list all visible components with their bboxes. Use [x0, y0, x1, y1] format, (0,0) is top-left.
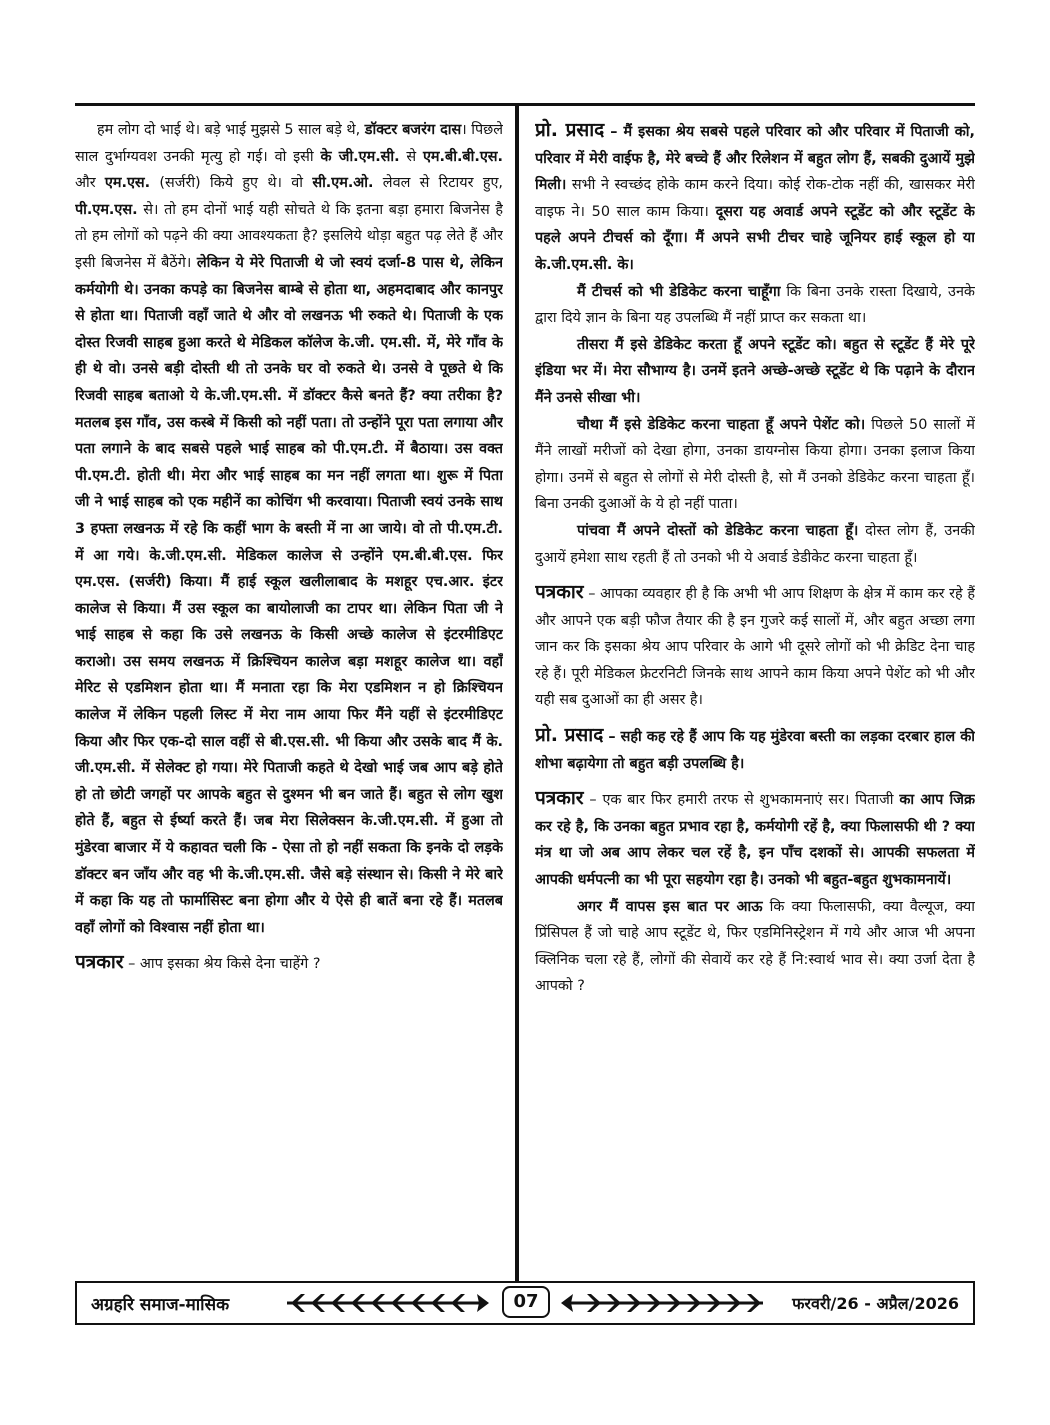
- column-divider: [515, 106, 519, 1281]
- answer-paragraph: तीसरा मैं इसे डेडिकेट करता हूँ अपने स्टूडेंट को। बहुत से स्टूडेंट हैं मेरे पूरे इंडिया भर में। मेरा सौभाग्य है। उनमें इतने अच्छे-अच्छे स्टूडेंट थे कि पढ़ाने के दौरान मैंने उनसे सीखा भी।: [535, 336, 975, 406]
- speaker-label: पत्रकार: [535, 787, 584, 810]
- answer-paragraph: प्रो. प्रसाद – मैं इसका श्रेय सबसे पहले परिवार को और परिवार में पिताजी को, परिवार में मेरी वाईफ है, मेरे बच्चे हैं और रिलेशन में बहुत लोग हैं, सबकी दुआयें मुझे मिली। सभी ने स्वच्छंद होके काम करने दिया। कोई रोक-टोक नहीं की, खासकर मेरी वाइफ ने। 50 साल काम किया। दूसरा यह अवार्ड अपने स्टूडेंट को और स्टूडेंट के पहले अपने टीचर्स को दूँगा। मैं अपने सभी टीचर चाहे जूनियर हाई स्कूल हो या के.जी.एम.सी. के।: [535, 119, 975, 273]
- speaker-label: पत्रकार: [535, 581, 584, 604]
- answer-paragraph: मैं टीचर्स को भी डेडिकेट करना चाहूँगा कि बिना उनके रास्ता दिखाये, उनके द्वारा दिये ज्ञान के बिना यह उपलब्धि मैं नहीं प्राप्त कर सकता था।: [535, 283, 975, 327]
- speaker-label: प्रो. प्रसाद: [535, 119, 605, 141]
- top-rule: [75, 103, 975, 106]
- magazine-page: [75, 103, 975, 1325]
- question-paragraph: पत्रकार – आप इसका श्रेय किसे देना चाहेंगे ?: [75, 951, 321, 974]
- answer-paragraph: प्रो. प्रसाद – सही कह रहे हैं आप कि यह मुंडेरवा बस्ती का लड़का दरबार हाल की शोभा बढ़ायेगा तो बहुत बड़ी उपलब्धि है।: [535, 724, 975, 772]
- question-paragraph: पत्रकार – एक बार फिर हमारी तरफ से शुभकामनाएं सर। पिताजी का आप जिक्र कर रहे है, कि उनका बहुत प्रभाव रहा है, कर्मयोगी रहें है, क्या फिलासफी थी ? क्या मंत्र था जो अब आप लेकर चल रहें है, इन पाँच दशकों से। आपकी सफलता में आपकी धर्मपत्नी का भी पूरा सहयोग रहा है। उनको भी बहुत-बहुत शुभकामनायें।: [535, 787, 975, 889]
- page-footer: [75, 1281, 975, 1325]
- left-paragraph: हम लोग दो भाई थे। बड़े भाई मुझसे 5 साल बड़े थे, डॉक्टर बजरंग दास। पिछले साल दुर्भाग्यवश उनकी मृत्यु हो गई। वो इसी के जी.एम.सी. से एम.बी.बी.एस. और एम.एस. (सर्जरी) किये हुए थे। वो सी.एम.ओ. लेवल से रिटायर हुए, पी.एम.एस. से। तो हम दोनों भाई यही सोचते थे कि इतना बड़ा हमारा बिजनेस है तो हम लोगों को पढ़ने की क्या आवश्यकता है? इसलिये थोड़ा बहुत पढ़ लेते हैं और इसी बिजनेस में बैठेंगे। लेकिन ये मेरे पिताजी थे जो स्वयं दर्जा-8 पास थे, लेकिन कर्मयोगी थे। उनका कपड़े का बिजनेस बाम्बे से होता था, अहमदाबाद और कानपुर से होता था। पिताजी वहाँ जाते थे और वो लखनऊ भी रुकते थे। पिताजी के एक दोस्त रिजवी साहब हुआ करते थे मेडिकल कॉलेज के.जी. एम.सी. में, मेरे गाँव के ही थे वो। उनसे बड़ी दोस्ती थी तो उनके घर वो रुकते थे। उनसे वे पूछते थे कि रिजवी साहब बताओ ये के.जी.एम.सी. में डॉक्टर कैसे बनते हैं? क्या तरीका है? मतलब इस गाँव, उस कस्बे में किसी को नहीं पता। तो उन्होंने पूरा पता लगाया और पता लगाने के बाद सबसे पहले भाई साहब को पी.एम.टी. में बैठाया। उस वक्त पी.एम.टी. होती थी। मेरा और भाई साहब का मन नहीं लगता था। शुरू में पिता जी ने भाई साहब को एक महीनें का कोचिंग भी करवाया। पिताजी स्वयं उनके साथ 3 हफ्ता लखनऊ में रहे कि कहीं भाग के बस्ती में ना आ जाये। वो तो पी.एम.टी. में आ गये। के.जी.एम.सी. मेडिकल कालेज से उन्होंने एम.बी.बी.एस. फिर एम.एस. (सर्जरी) किया। मैं हाई स्कूल खलीलाबाद के मशहूर एच.आर. इंटर कालेज से किया। मैं उस स्कूल का बायोलाजी का टापर था। लेकिन पिता जी ने भाई साहब से कहा कि उसे लखनऊ के किसी अच्छे कालेज से इंटरमीडिएट कराओ। उस समय लखनऊ में क्रिश्चियन कालेज बड़ा मशहूर कालेज था। वहाँ मेरिट से एडमिशन होता था। मैं मनाता रहा कि मेरा एडमिशन न हो क्रिश्चियन कालेज में लेकिन पहली लिस्ट में मेरा नाम आया फिर मैंने यहीं से इंटरमीडिएट किया और फिर एक-दो साल वहीं से बी.एस.सी. भी किया और उसके बाद मैं के. जी.एम.सी. में सेलेक्ट हो गया। मेरे पिताजी कहते थे देखो भाई जब आप बड़े होते हो तो छोटी जगहों पर आपके बहुत से दुश्मन भी बन जाते हैं। बहुत से लोग खुश होते हैं, बहुत से ईर्ष्या करते हैं। जब मेरा सिलेक्सन के.जी.एम.सी. में हुआ तो मुंडेरवा बाजार में ये कहावत चली कि - ऐसा तो हो नहीं सकता कि इनके दो लड़के डॉक्टर बन जाँय और वह भी के.जी.एम.सी. जैसे बड़े संस्थान से। किसी ने मेरे बारे में कहा कि यह तो फार्मासिस्ट बना होगा और ये ऐसे ही बातें बना रहे हैं। मतलब वहाँ लोगों को विश्वास नहीं होता था।: [75, 122, 503, 936]
- answer-paragraph: चौथा मैं इसे डेडिकेट करना चाहता हूँ अपने पेशेंट को। पिछले 50 सालों में मैंने लाखों मरीजों को देखा होगा, उनका डायग्नोस किया होगा। उनका इलाज किया होगा। उनमें से बहुत से लोगों से मेरी दोस्ती है, सो मैं उनको डेडिकेट करना चाहता हूँ। बिना उनकी दुआओं के ये हो नहीं पाता।: [535, 416, 975, 513]
- page-number: 07: [502, 1286, 550, 1318]
- arrow-ornament-icon: [283, 1291, 497, 1315]
- left-column: [75, 117, 503, 1297]
- speaker-label: प्रो. प्रसाद: [535, 724, 604, 747]
- speaker-label: पत्रकार: [75, 951, 124, 974]
- magazine-name: अग्रहरि समाज-मासिक: [91, 1295, 230, 1315]
- question-paragraph: अगर मैं वापस इस बात पर आऊ कि क्या फिलासफी, क्या वैल्यूज, क्या प्रिंसिपल हैं जो चाहे आप स्टूडेंट थे, फिर एडमिनिस्ट्रेशन में गये और आज भी अपना क्लिनिक चला रहे हैं, लोगों की सेवायें कर रहे हैं नि:स्वार्थ भाव से। क्या उर्जा देता है आपको ?: [535, 898, 975, 995]
- arrow-ornament-icon: [557, 1291, 769, 1315]
- issue-date: फरवरी/26 - अप्रैल/2026: [792, 1294, 959, 1313]
- answer-paragraph: पांचवा मैं अपने दोस्तों को डेडिकेट करना चाहता हूँ। दोस्त लोग हैं, उनकी दुआयें हमेशा साथ रहती हैं तो उनको भी ये अवार्ड डेडीकेट करना चाहता हूँ।: [535, 522, 975, 566]
- right-column: [535, 117, 975, 1297]
- question-paragraph: पत्रकार – आपका व्यवहार ही है कि अभी भी आप शिक्षण के क्षेत्र में काम कर रहे हैं और आपने एक बड़ी फौज तैयार की है इन गुजरे कई सालों में, और बहुत अच्छा लगा जान कर कि इसका श्रेय आप परिवार के आगे भी दूसरे लोगों को भी क्रेडिट देना चाह रहे हैं। पूरी मेडिकल फ्रेटरनिटी जिनके साथ आपने काम किया अपने पेशेंट को भी और यही सब दुआओं का ही असर है।: [535, 581, 975, 709]
